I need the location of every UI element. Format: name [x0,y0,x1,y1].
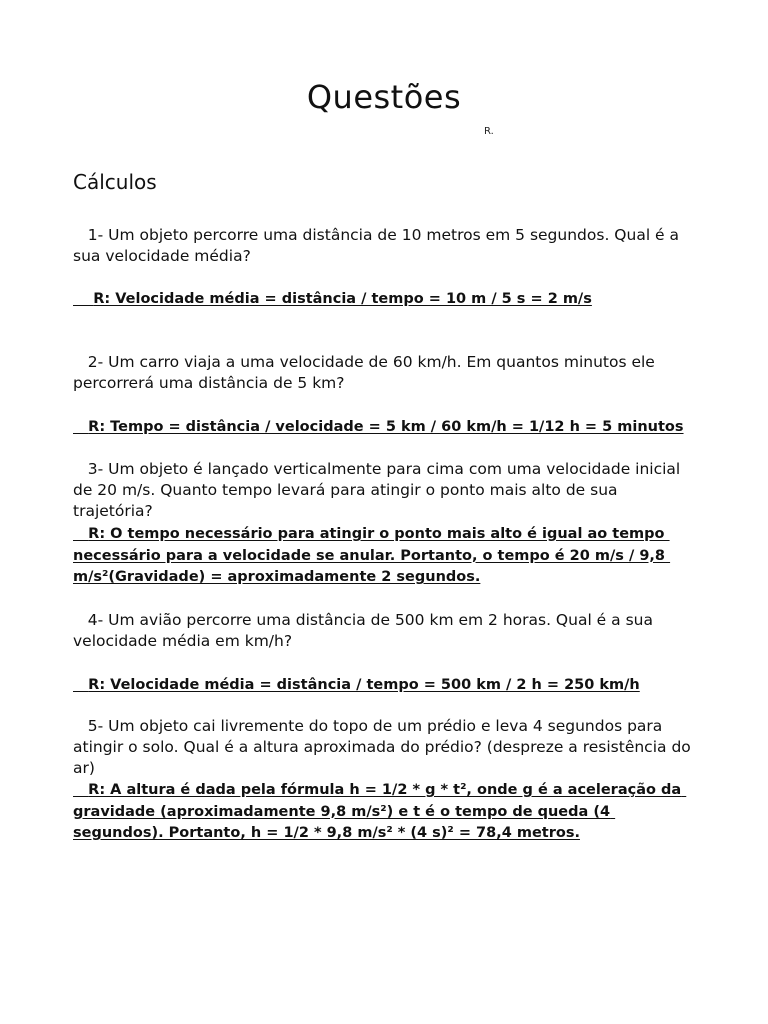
answer-3: R: O tempo necessário para atingir o ponto mais alto é igual ao tempo necessário para a velocidade se anular. Portanto, o tempo é 20 m/s / 9,8 m/s²(Gravidade) = aproximadamente 2 segundos. [73,526,671,585]
question-2: 2- Um carro viaja a uma velocidade de 60 km/h. Em quantos minutos ele percorrerá uma distância de 5 km? [73,353,660,392]
question-5: 5- Um objeto cai livremente do topo de um prédio e leva 4 segundos para atingir o solo. Qual é a altura aproximada do prédio? (despreze a resistência do ar) [73,717,696,777]
author-mark: R. [484,126,494,137]
answer-4: R: Velocidade média = distância / tempo = 500 km / 2 h = 250 km/h [73,677,640,693]
question-3: 3- Um objeto é lançado verticalmente para cima com uma velocidade inicial de 20 m/s. Quanto tempo levará para atingir o ponto mais alto de sua trajetória? [73,460,686,520]
section-title: Cálculos [73,170,157,194]
page-title: Questões [306,78,462,116]
question-4: 4- Um avião percorre uma distância de 500 km em 2 horas. Qual é a sua velocidade média em km/h? [73,611,658,650]
answer-2: R: Tempo = distância / velocidade = 5 km / 60 km/h = 1/12 h = 5 minutos [73,419,684,435]
question-1: 1- Um objeto percorre uma distância de 10 metros em 5 segundos. Qual é a sua velocidade média? [73,226,684,265]
answer-5: R: A altura é dada pela fórmula h = 1/2 * g * t², onde g é a aceleração da gravidade (aproximadamente 9,8 m/s²) e t é o tempo de queda (4 segundos). Portanto, h = 1/2 * 9,8 m/s² * (4 s)² = 78,4 metros. [73,782,687,841]
answer-1: R: Velocidade média = distância / tempo = 10 m / 5 s = 2 m/s [73,291,592,307]
